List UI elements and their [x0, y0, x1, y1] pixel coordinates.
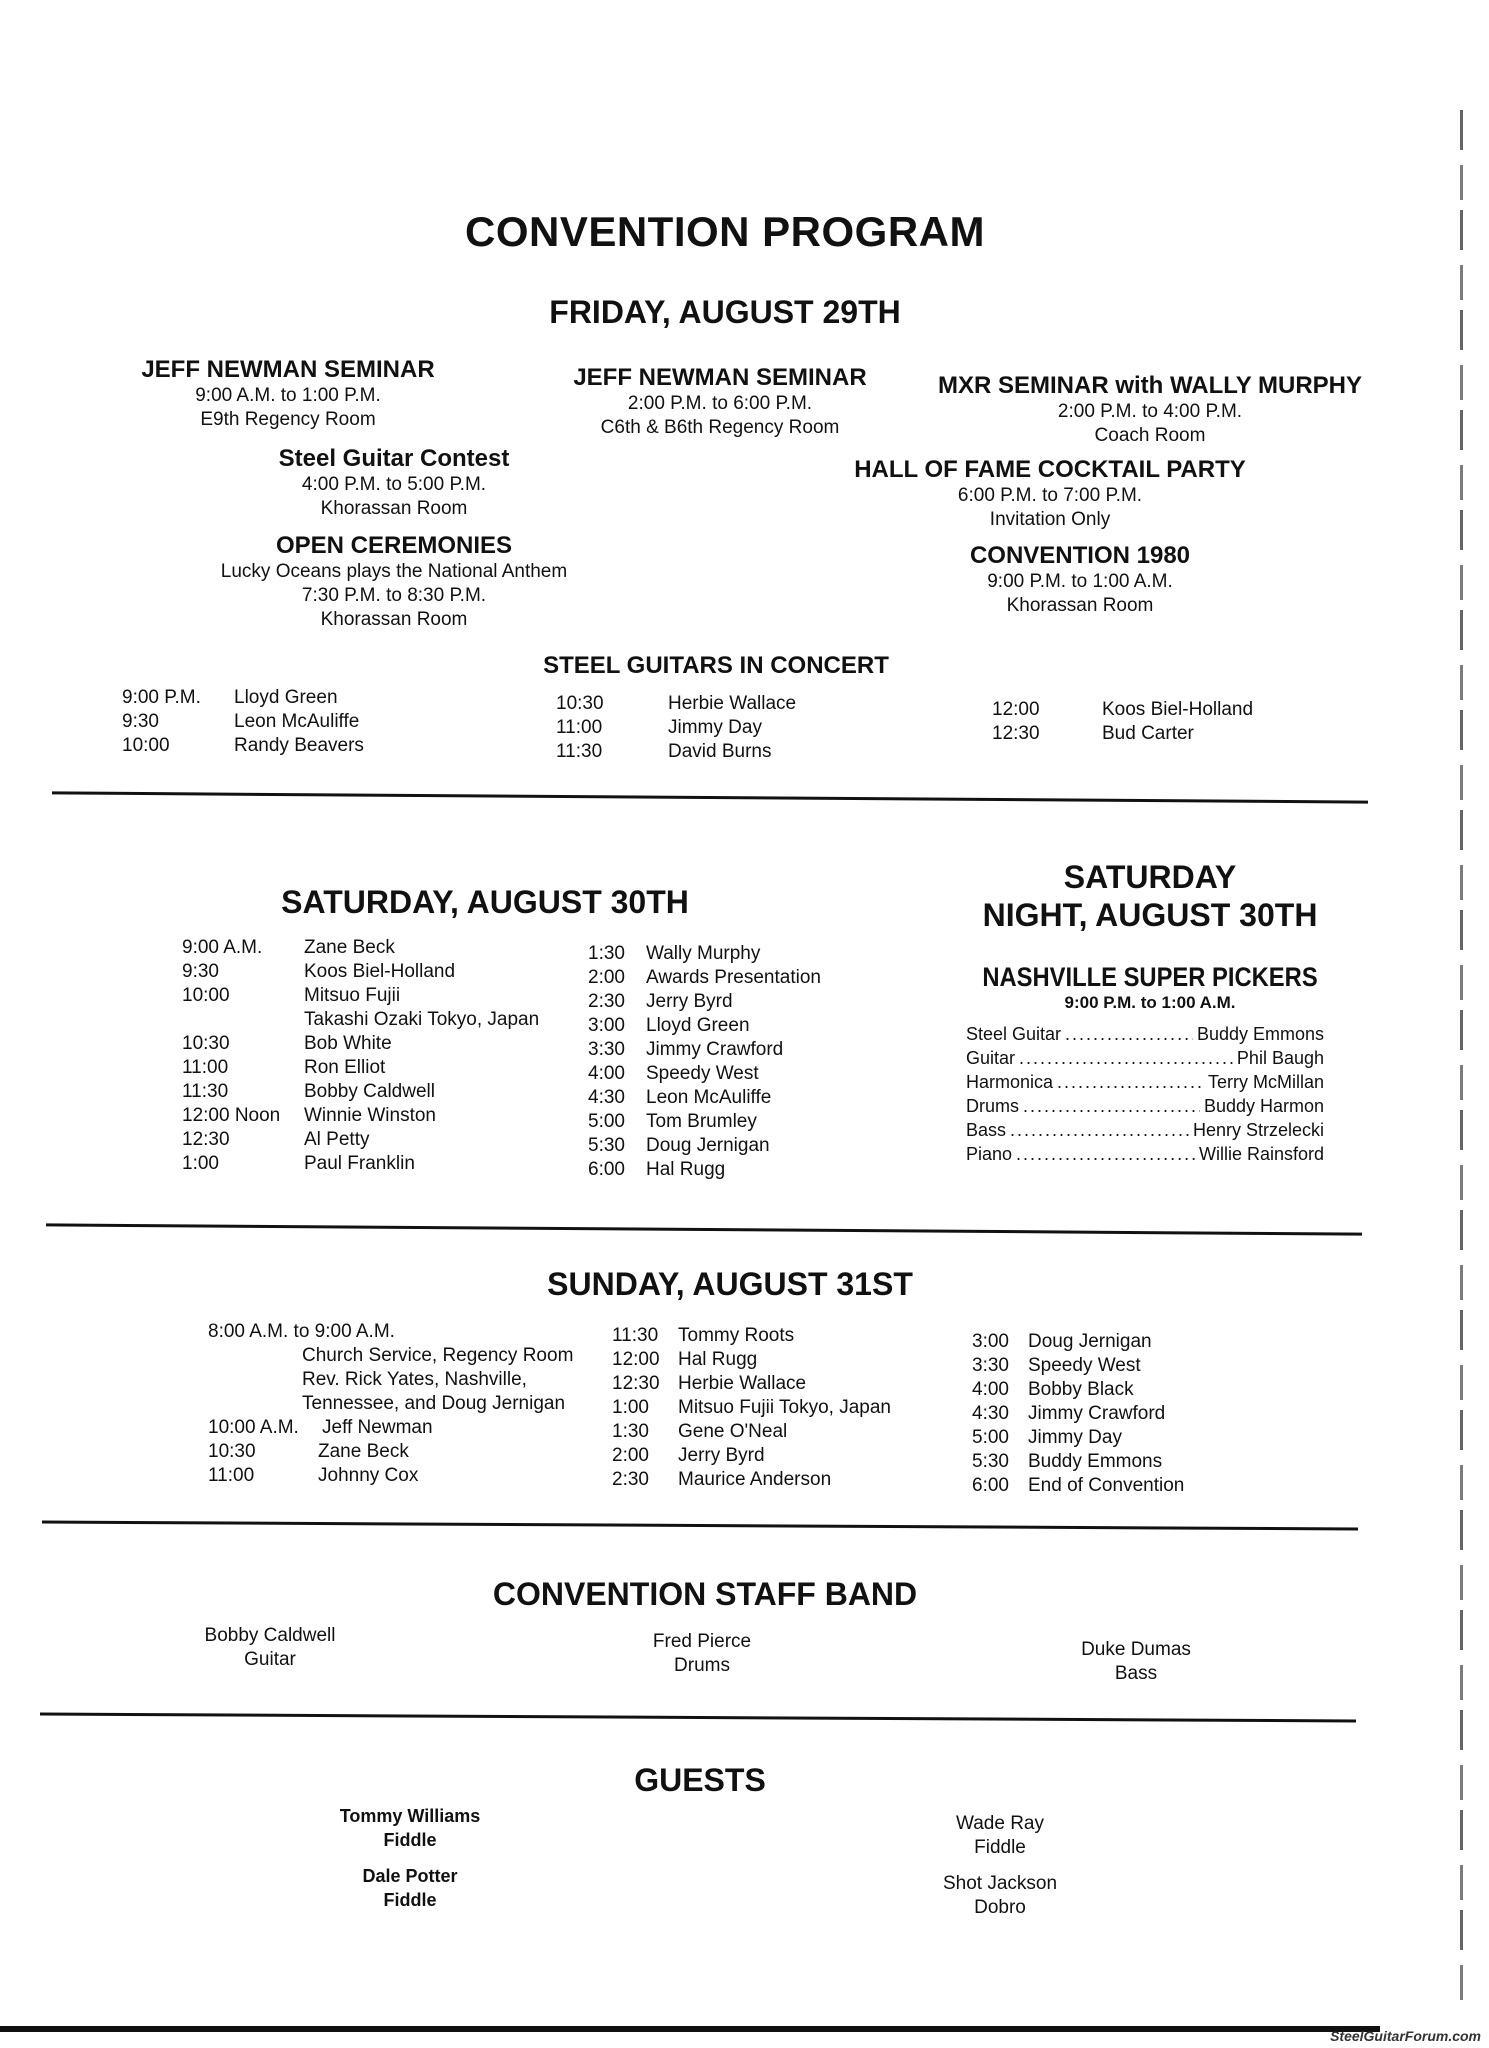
list-item: 11:00 Jimmy Day [556, 717, 762, 738]
ceremonies-room: Khorassan Room [320, 609, 468, 630]
friday-seminar-1 [88, 356, 488, 432]
list-item: 12:30 Bud Carter [992, 723, 1194, 744]
divider [46, 1223, 1362, 1235]
list-item: 5:30 Doug Jernigan [588, 1135, 770, 1156]
seminar-1-room: E9th Regency Room [200, 409, 376, 430]
divider [40, 1713, 1356, 1723]
list-item: 10:30 Bob White [182, 1033, 392, 1054]
watermark: SteelGuitarForum.com [1330, 2028, 1481, 2044]
friday-mxr [920, 372, 1380, 448]
list-item: 4:00 Speedy West [588, 1063, 759, 1084]
ceremonies-time: 7:30 P.M. to 8:30 P.M. [301, 585, 487, 606]
hall-of-fame-note: Invitation Only [989, 509, 1111, 530]
list-item: 10:00 A.M. Jeff Newman [208, 1417, 433, 1438]
seminar-1-title: JEFF NEWMAN SEMINAR [141, 356, 435, 383]
list-item: 11:00 Ron Elliot [182, 1057, 386, 1078]
divider [42, 1521, 1358, 1531]
list-item: 1:00 Paul Franklin [182, 1153, 415, 1174]
super-pickers-lineup [966, 1022, 1324, 1166]
ceremonies-anthem: Lucky Oceans plays the National Anthem [220, 561, 568, 582]
list-item: 10:00 Randy Beavers [122, 735, 364, 756]
list-item: 5:30 Buddy Emmons [972, 1451, 1163, 1472]
list-item: 5:00 Tom Brumley [588, 1111, 757, 1132]
list-item: 12:00 Noon Winnie Winston [182, 1105, 436, 1126]
list-item: 2:30 Maurice Anderson [612, 1469, 832, 1490]
friday-contest [194, 445, 594, 521]
staff-member: Duke Dumas Bass [1081, 1639, 1191, 1684]
convention-time: 9:00 P.M. to 1:00 A.M. [987, 571, 1173, 592]
list-item: Harmonica ..... Terry McMillan [966, 1070, 1324, 1094]
mxr-title: MXR SEMINAR with WALLY MURPHY [937, 372, 1363, 399]
list-item: 11:00 Johnny Cox [208, 1465, 419, 1486]
sunday-heading: SUNDAY, AUGUST 31ST [547, 1266, 913, 1302]
guest: Tommy Williams Fiddle [339, 1806, 481, 1850]
list-item: 8:00 A.M. to 9:00 A.M. [208, 1321, 395, 1342]
church-service: Church Service, Regency Room Rev. Rick Yates, Nashville, Tennessee, and Doug Jernigan [302, 1345, 574, 1414]
sunday-col-3 [972, 1330, 1272, 1498]
list-item: 11:30 Tommy Roots [612, 1325, 795, 1346]
saturday-night-heading [940, 858, 1360, 934]
convention-title: CONVENTION 1980 [969, 542, 1191, 569]
list-item: 2:30 Jerry Byrd [588, 991, 733, 1012]
list-item: 4:00 Bobby Black [972, 1379, 1134, 1400]
saturday-night-heading-line-1: SATURDAY [1063, 859, 1237, 895]
concert-col-3 [992, 698, 1312, 746]
bottom-rule [0, 2026, 1380, 2032]
friday-hall-of-fame [820, 456, 1280, 532]
list-item: Steel Guitar ..... Buddy Emmons [966, 1022, 1324, 1046]
seminar-1-time: 9:00 A.M. to 1:00 P.M. [195, 385, 381, 406]
list-item: 10:30 Zane Beck [208, 1441, 409, 1462]
list-item: 10:30 Herbie Wallace [556, 693, 797, 714]
staff-band-heading: CONVENTION STAFF BAND [492, 1576, 918, 1612]
concert-col-2 [556, 692, 856, 764]
hall-of-fame-title: HALL OF FAME COCKTAIL PARTY [854, 456, 1246, 483]
list-item: 6:00 End of Convention [972, 1475, 1185, 1496]
list-item: Drums ..... Buddy Harmon [966, 1094, 1324, 1118]
sunday-col-1 [208, 1320, 628, 1488]
concert-col-1 [122, 686, 422, 758]
band-name: NASHVILLE SUPER PICKERS [982, 962, 1318, 992]
band-time: 9:00 P.M. to 1:00 A.M. [1064, 993, 1236, 1012]
guest: Shot Jackson Dobro [942, 1873, 1058, 1918]
concert-heading: STEEL GUITARS IN CONCERT [543, 652, 889, 679]
list-item: 3:30 Speedy West [972, 1355, 1141, 1376]
ceremonies-title: OPEN CEREMONIES [275, 532, 513, 559]
list-item: 4:30 Jimmy Crawford [972, 1403, 1166, 1424]
list-item: 10:00 Mitsuo Fujii [182, 985, 401, 1006]
list-item: 2:00 Jerry Byrd [612, 1445, 765, 1466]
list-item: 5:00 Jimmy Day [972, 1427, 1122, 1448]
saturday-col-1 [182, 936, 602, 1176]
guest: Dale Potter Fiddle [362, 1866, 458, 1910]
list-item: 9:00 A.M. Zane Beck [182, 937, 395, 958]
list-item: 1:30 Gene O'Neal [612, 1421, 788, 1442]
contest-time: 4:00 P.M. to 5:00 P.M. [301, 474, 487, 495]
list-item: 4:30 Leon McAuliffe [588, 1087, 772, 1108]
divider [52, 791, 1368, 803]
list-item: 12:00 Hal Rugg [612, 1349, 758, 1370]
mxr-time: 2:00 P.M. to 4:00 P.M. [1057, 401, 1243, 422]
hall-of-fame-time: 6:00 P.M. to 7:00 P.M. [957, 485, 1143, 506]
list-item: 12:30 Al Petty [182, 1129, 370, 1150]
friday-seminar-2 [520, 364, 920, 440]
staff-member: Fred Pierce Drums [652, 1631, 752, 1676]
sunday-col-2 [612, 1324, 952, 1492]
seminar-2-time: 2:00 P.M. to 6:00 P.M. [627, 393, 813, 414]
list-item: 9:30 Koos Biel-Holland [182, 961, 456, 982]
list-item: Bass ..... Henry Strzelecki [966, 1118, 1324, 1142]
convention-room: Khorassan Room [1006, 595, 1154, 616]
saturday-night-heading-line-2: NIGHT, AUGUST 30TH [982, 897, 1318, 933]
list-item: Takashi Ozaki Tokyo, Japan [304, 1009, 540, 1030]
guests-heading: GUESTS [634, 1762, 766, 1798]
staff-member: Bobby Caldwell Guitar [204, 1625, 336, 1670]
super-pickers [950, 962, 1350, 1013]
list-item: 12:00 Koos Biel-Holland [992, 699, 1254, 720]
list-item: Piano ..... Willie Rainsford [966, 1142, 1324, 1166]
mxr-room: Coach Room [1094, 425, 1206, 446]
seminar-2-room: C6th & B6th Regency Room [600, 417, 840, 438]
list-item: 11:30 Bobby Caldwell [182, 1081, 435, 1102]
list-item: Guitar ..... Phil Baugh [966, 1046, 1324, 1070]
list-item: 2:00 Awards Presentation [588, 967, 821, 988]
list-item: 1:30 Wally Murphy [588, 943, 761, 964]
page-title: CONVENTION PROGRAM [464, 208, 985, 255]
guest: Wade Ray Fiddle [956, 1813, 1044, 1858]
list-item: 3:30 Jimmy Crawford [588, 1039, 784, 1060]
friday-ceremonies [174, 532, 614, 632]
friday-convention [880, 542, 1280, 618]
list-item: 11:30 David Burns [556, 741, 772, 762]
contest-title: Steel Guitar Contest [278, 445, 510, 472]
page-edge [1460, 110, 1463, 2010]
saturday-heading: SATURDAY, AUGUST 30TH [281, 884, 689, 920]
seminar-2-title: JEFF NEWMAN SEMINAR [573, 364, 867, 391]
list-item: 6:00 Hal Rugg [588, 1159, 726, 1180]
list-item: 9:30 Leon McAuliffe [122, 711, 360, 732]
list-item: 3:00 Doug Jernigan [972, 1331, 1152, 1352]
list-item: 1:00 Mitsuo Fujii Tokyo, Japan [612, 1397, 891, 1418]
saturday-col-2 [588, 942, 888, 1182]
friday-heading: FRIDAY, AUGUST 29TH [549, 294, 901, 330]
list-item: 9:00 P.M. Lloyd Green [122, 687, 338, 708]
contest-room: Khorassan Room [320, 498, 468, 519]
list-item: 12:30 Herbie Wallace [612, 1373, 807, 1394]
list-item: 3:00 Lloyd Green [588, 1015, 750, 1036]
